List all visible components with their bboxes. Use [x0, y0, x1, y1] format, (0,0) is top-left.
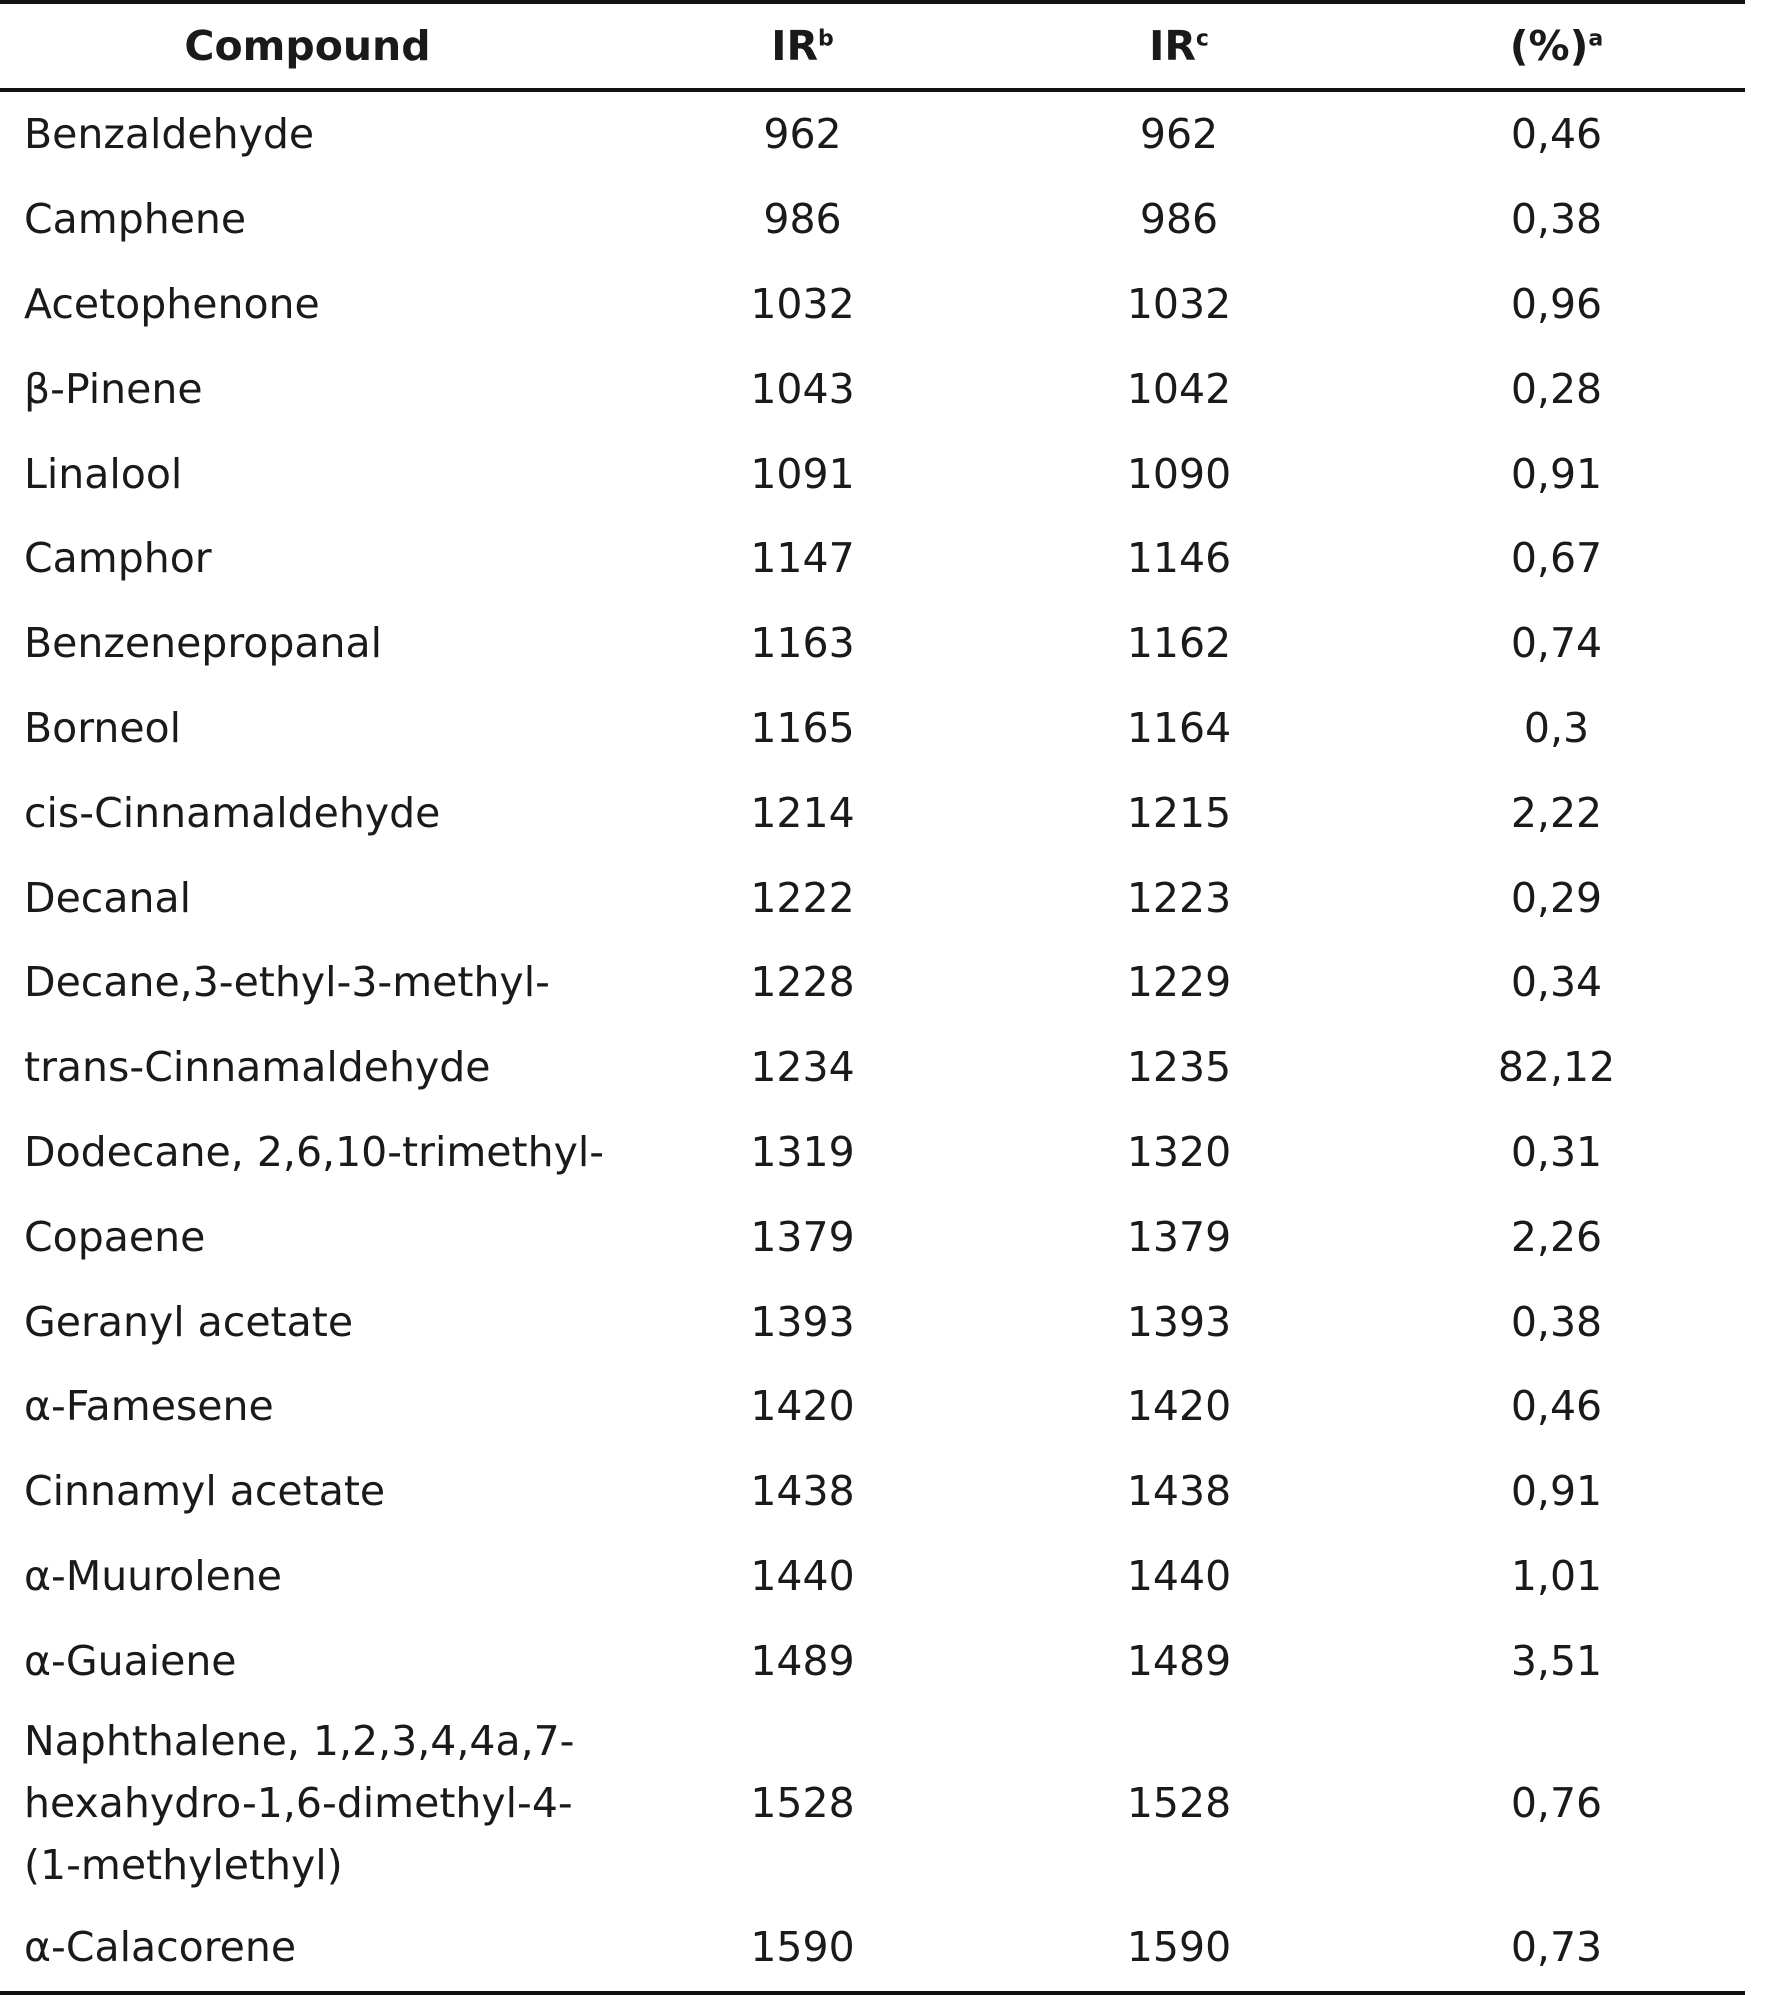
- cell-ir-c: 1042: [1126, 364, 1232, 413]
- cell-ir-b: 1440: [750, 1551, 855, 1600]
- cell-ir-b: 1234: [750, 1043, 855, 1092]
- table-row: [0, 1364, 1745, 1449]
- cell-percent: 0,46: [1510, 110, 1603, 159]
- cell-ir-c: 1438: [1126, 1467, 1232, 1516]
- header-compound: Compound: [0, 2, 615, 90]
- cell-percent: 0,31: [1510, 1127, 1603, 1176]
- cell-compound: Decanal: [24, 873, 191, 922]
- cell-ir-b: 1379: [750, 1212, 855, 1261]
- cell-ir-c: 1162: [1126, 619, 1232, 668]
- cell-compound: Linalool: [24, 449, 183, 498]
- cell-ir-c: 1223: [1126, 873, 1232, 922]
- table-header-row: [0, 2, 1745, 90]
- table-row: [0, 1534, 1745, 1619]
- header-ir-c: $IR^c$: [990, 2, 1368, 90]
- table-row: [0, 1025, 1745, 1110]
- cell-ir-b: 1222: [750, 873, 855, 922]
- cell-compound: Borneol: [24, 703, 182, 752]
- cell-ir-b: 1214: [750, 788, 855, 837]
- cell-ir-c: 1440: [1126, 1551, 1232, 1600]
- cell-ir-c: 1393: [1126, 1297, 1232, 1346]
- cell-ir-c: 1164: [1126, 703, 1232, 752]
- cell-ir-c: 1590: [990, 1903, 1368, 1993]
- cell-ir-b: 1165: [750, 703, 855, 752]
- cell-compound: Copaene: [24, 1212, 206, 1261]
- cell-percent: 0,46: [1510, 1382, 1603, 1431]
- table-row: [0, 177, 1745, 262]
- cell-percent: 0,91: [1510, 449, 1603, 498]
- cell-compound: α-Calacorene: [0, 1903, 615, 1993]
- table-row: [0, 262, 1745, 347]
- cell-ir-c: 1229: [1126, 958, 1232, 1007]
- cell-compound: trans-Cinnamaldehyde: [24, 1043, 491, 1092]
- cell-percent: 3,51: [1510, 1636, 1603, 1685]
- cell-ir-b: 1420: [750, 1382, 855, 1431]
- table-row: [0, 1110, 1745, 1195]
- cell-ir-b: 1163: [750, 619, 855, 668]
- cell-compound: α-Famesene: [24, 1382, 274, 1431]
- cell-percent: 0,76: [1510, 1779, 1603, 1828]
- table-row: [0, 1279, 1745, 1364]
- table-row: [0, 940, 1745, 1025]
- cell-ir-b: 1489: [750, 1636, 855, 1685]
- cell-ir-c: 1528: [1126, 1779, 1232, 1828]
- cell-percent: 1,01: [1510, 1551, 1603, 1600]
- cell-ir-c: 1032: [1126, 279, 1232, 328]
- table-row: [0, 1903, 1745, 1993]
- cell-ir-b: 1319: [750, 1127, 855, 1176]
- cell-ir-c: 962: [1139, 110, 1219, 159]
- cell-percent: 2,26: [1510, 1212, 1603, 1261]
- cell-percent: 0,73: [1368, 1903, 1745, 1993]
- table-row: [0, 346, 1745, 431]
- cell-percent: 0,67: [1510, 534, 1603, 583]
- table-row: [0, 90, 1745, 177]
- cell-percent: 2,22: [1510, 788, 1603, 837]
- table-row: [0, 770, 1745, 855]
- cell-ir-b: 986: [763, 195, 842, 244]
- cell-ir-b: 1147: [750, 534, 855, 583]
- cell-compound: Camphene: [24, 195, 247, 244]
- cell-ir-c: 1090: [1126, 449, 1232, 498]
- cell-percent: 0,3: [1523, 703, 1590, 752]
- cell-compound: Naphthalene, 1,2,3,4,4a,7- hexahydro-1,6-dimethyl-4- (1-methylethyl): [24, 1717, 575, 1890]
- cell-ir-b: 1590: [615, 1903, 990, 1993]
- cell-compound: Geranyl acetate: [24, 1297, 354, 1346]
- cell-compound: Decane,3-ethyl-3-methyl-: [24, 958, 550, 1007]
- cell-percent: 0,38: [1510, 195, 1603, 244]
- cell-ir-b: 1032: [750, 279, 855, 328]
- cell-percent: 0,38: [1510, 1297, 1603, 1346]
- table-row: [0, 686, 1745, 771]
- table-row: [0, 855, 1745, 940]
- table-row: [0, 1449, 1745, 1534]
- cell-compound: β-Pinene: [24, 364, 203, 413]
- table-row: [0, 516, 1745, 601]
- cell-ir-c: 1215: [1126, 788, 1232, 837]
- cell-ir-b: 1393: [750, 1297, 855, 1346]
- table-row: [0, 1194, 1745, 1279]
- cell-ir-c: 1146: [1126, 534, 1232, 583]
- cell-ir-c: 1235: [1126, 1043, 1232, 1092]
- cell-percent: 0,96: [1510, 279, 1603, 328]
- cell-ir-c: 1489: [1126, 1636, 1232, 1685]
- cell-compound: Benzenepropanal: [24, 619, 383, 668]
- cell-ir-b: 1438: [750, 1467, 855, 1516]
- cell-ir-b: 1091: [750, 449, 855, 498]
- cell-ir-c: 1420: [1126, 1382, 1232, 1431]
- cell-percent: 0,74: [1510, 619, 1603, 668]
- cell-compound: Dodecane, 2,6,10-trimethyl-: [24, 1127, 605, 1176]
- cell-percent: 0,34: [1510, 958, 1603, 1007]
- cell-ir-c: 1379: [1126, 1212, 1232, 1261]
- cell-compound: Camphor: [24, 534, 212, 583]
- cell-compound: Cinnamyl acetate: [24, 1467, 386, 1516]
- header-percent: (%)$^a$: [1368, 2, 1745, 90]
- cell-ir-b: 962: [763, 110, 842, 159]
- cell-ir-b: 1528: [750, 1779, 855, 1828]
- table-row: [0, 1618, 1745, 1703]
- cell-ir-c: 1320: [1126, 1127, 1232, 1176]
- cell-percent: 0,91: [1510, 1467, 1603, 1516]
- table-row: [0, 431, 1745, 516]
- cell-compound: Acetophenone: [24, 279, 320, 328]
- cell-ir-c: 986: [1139, 195, 1219, 244]
- header-ir-b: $IR^b$: [615, 2, 990, 90]
- cell-compound: cis-Cinnamaldehyde: [24, 788, 441, 837]
- table-row: [0, 601, 1745, 686]
- cell-compound: Benzaldehyde: [24, 110, 315, 159]
- table-row: [0, 1703, 1745, 1903]
- cell-compound: α-Muurolene: [24, 1551, 283, 1600]
- cell-percent: 82,12: [1497, 1043, 1616, 1092]
- cell-compound: α-Guaiene: [24, 1636, 237, 1685]
- cell-percent: 0,28: [1510, 364, 1603, 413]
- cell-ir-b: 1043: [750, 364, 855, 413]
- cell-percent: 0,29: [1510, 873, 1603, 922]
- cell-ir-b: 1228: [750, 958, 855, 1007]
